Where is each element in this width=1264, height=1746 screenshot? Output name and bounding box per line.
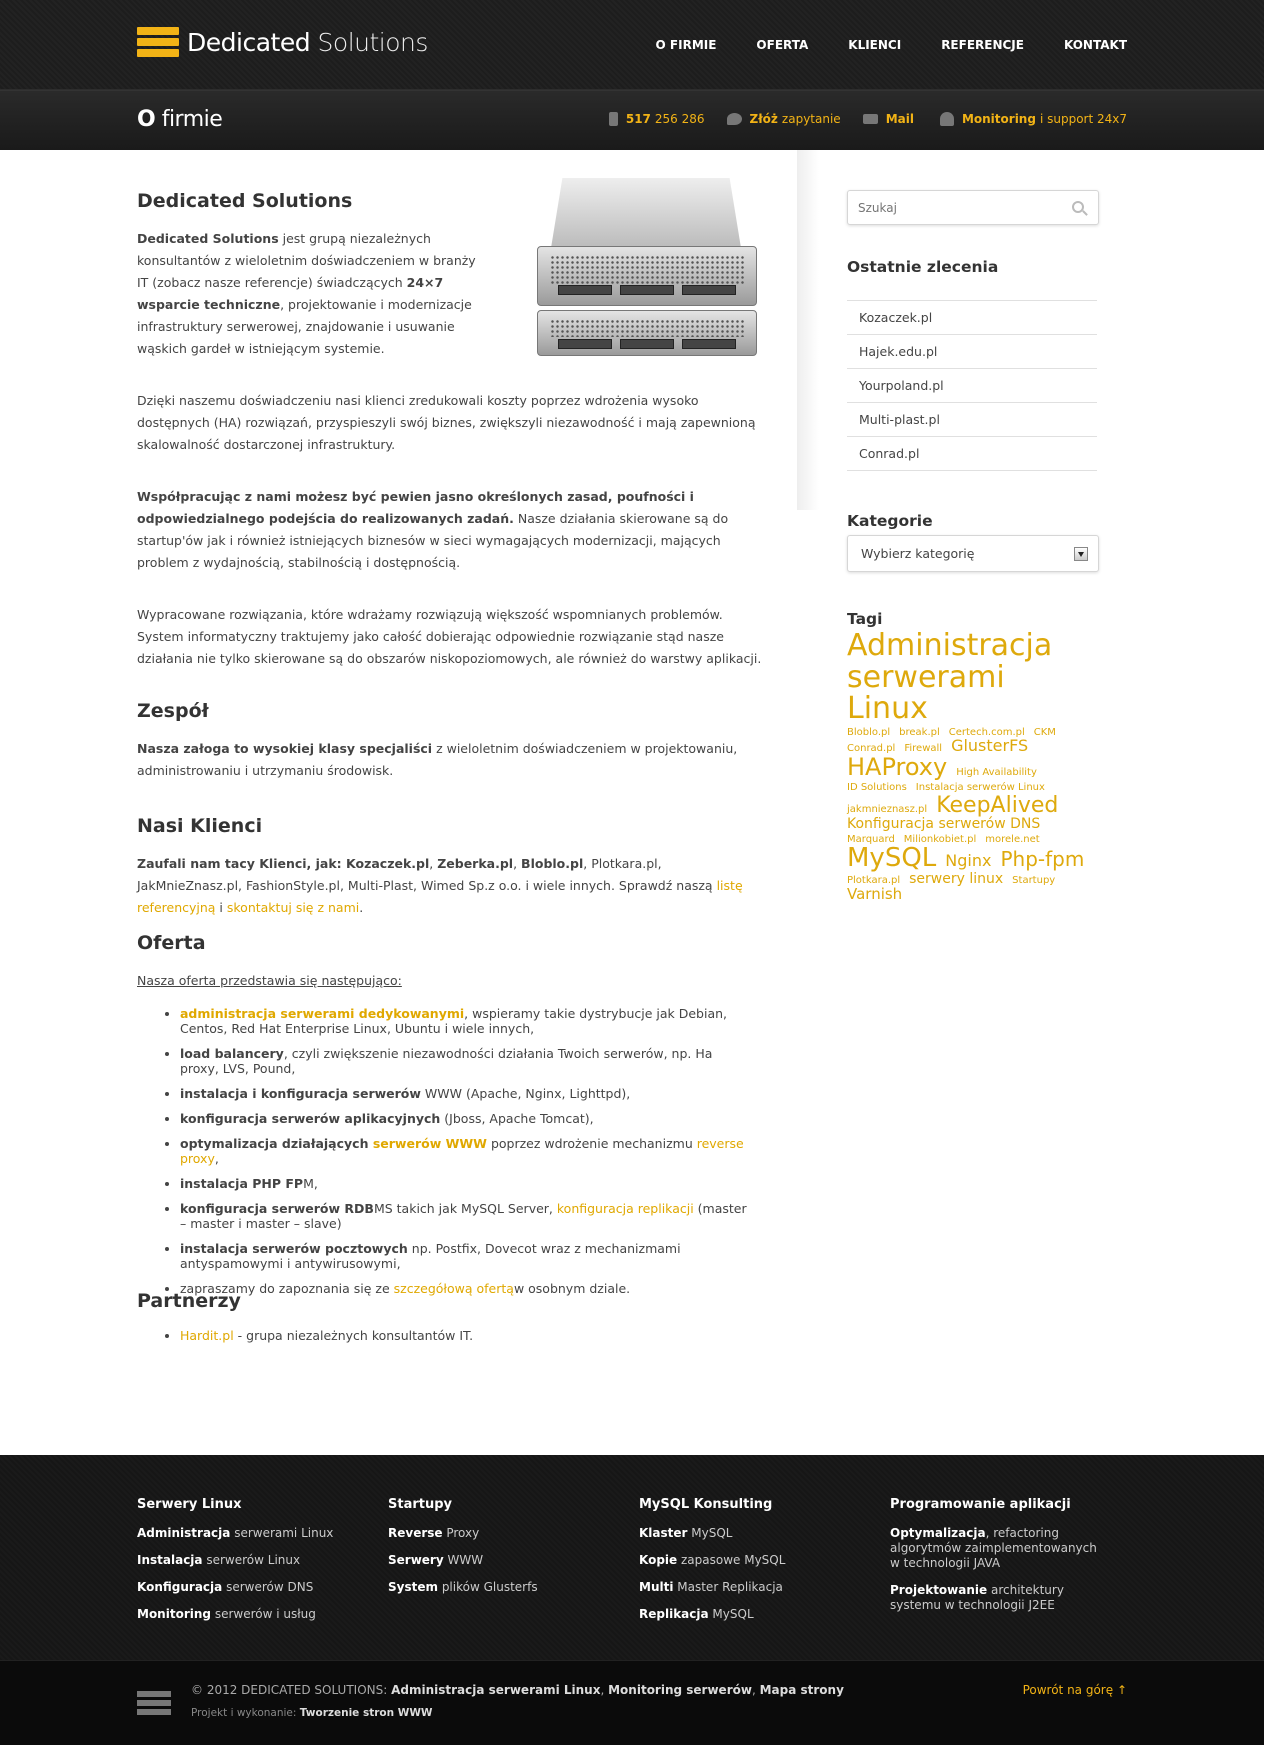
www-servers-link[interactable]: serwerów WWW [372,1136,487,1151]
offer-section [137,932,767,1306]
tag-link[interactable]: Nginx [945,851,992,871]
footer-link[interactable]: Kopie zapasowe MySQL [639,1553,786,1567]
tag-link[interactable]: CKM [1033,726,1056,738]
copyright: © 2012 DEDICATED SOLUTIONS: Administracja serwerami Linux, Monitoring serwerów, Mapa strony [191,1683,844,1697]
tag-link[interactable]: break.pl [899,726,940,738]
list-item: • instalacja PHP FPM, [180,1176,767,1191]
list-item: • administracja serwerami dedykowanymi, wspieramy takie dystrybucje jak Debian, Centos, Red Hat Enterprise Linux, Ubuntu i wiele innych, [180,1006,767,1036]
main-area [137,150,1127,1455]
footer-link[interactable]: Instalacja serwerów Linux [137,1553,301,1567]
clients-heading: Nasi Klienci [137,815,263,837]
tags-heading: Tagi [847,610,883,628]
partners-section [137,1290,767,1353]
search-box [847,190,1099,225]
site-header [0,0,1264,150]
categories-heading: Kategorie [847,512,933,530]
tag-link[interactable]: High Availability [956,766,1037,778]
replication-link[interactable]: konfiguracja replikacji [556,1201,694,1216]
tag-link[interactable]: Conrad.pl [847,743,896,755]
quote-request-link[interactable]: Złóż zapytanie [727,112,841,126]
footer-column-title: Serwery Linux [137,1497,242,1512]
top-bar [0,0,1264,90]
tag-link[interactable]: GlusterFS [951,736,1029,756]
footer-column-title: Startupy [388,1497,453,1512]
tag-link[interactable]: jakmnieznasz.pl [847,803,928,815]
category-select[interactable] [847,535,1099,572]
footer-link-sitemap[interactable]: Mapa strony [759,1683,844,1697]
hardit-link[interactable]: Hardit.pl [180,1328,234,1343]
sub-bar [0,90,1264,150]
footer-link[interactable]: Replikacja MySQL [639,1607,754,1621]
footer-link-admin[interactable]: Administracja serwerami Linux [391,1683,601,1697]
intro-section [137,190,767,360]
clients-section [137,815,767,919]
tag-link[interactable]: Administracja serwerami Linux [847,628,1053,726]
chevron-down-icon[interactable] [1074,547,1088,561]
nav-o-firmie[interactable]: O FIRMIE [655,38,717,52]
column-shadow [797,150,819,510]
intro-paragraph-4: Wypracowane rozwiązania, które wdrażamy rozwiązują większość wspomnianych problemów. System informatyczny traktujemy jako całość dobierając odpowiednie rozwiązanie stąd nasze działania nie tylko skierowane są do obszarów niskopoziomowych, ale również do warstwy aplikacji. [137,607,762,666]
clients-paragraph: Zaufali nam tacy Klienci, jak: Kozaczek.pl, Zeberka.pl, Bloblo.pl, Plotkara.pl, JakMnieZnasz.pl, FashionStyle.pl, Multi-Plast, Wimed Sp.z o.o. i wiele innych. Sprawdź naszą listę referencyjną i skontaktuj się z nami. [137,856,743,915]
references-link[interactable]: listę referencyjną [137,878,743,915]
list-item: • load balancery, czyli zwiększenie niezawodności działania Twoich serwerów, np. Ha proxy, LVS, Pound, [180,1046,767,1076]
list-item: • konfiguracja serwerów aplikacyjnych (Jboss, Apache Tomcat), [180,1111,767,1126]
list-item: • optymalizacja działających serwerów WWW poprzez wdrożenie mechanizmu reverse proxy, [180,1136,767,1166]
detailed-offer-link[interactable]: szczegółową ofertą [393,1281,514,1296]
user-icon [940,112,954,126]
intro-heading: Dedicated Solutions [137,190,353,212]
bottom-bar [0,1660,1264,1745]
mail-link[interactable]: Mail [863,112,918,126]
footer-column-title: Programowanie aplikacji [890,1497,1071,1512]
recent-orders-heading: Ostatnie zlecenia [847,258,999,276]
tag-link[interactable]: Varnish [847,885,903,904]
order-item-kozaczek[interactable]: Kozaczek.pl [847,301,1097,335]
tag-link[interactable]: Plotkara.pl [847,875,901,887]
footer-link[interactable]: Multi Master Replikacja [639,1580,783,1594]
intro-paragraph-3: Współpracując z nami możesz być pewien jasno określonych zasad, poufności i odpowiedzialnego podejścia do realizowanych zadań. Nasze działania skierowane są do startup'ów jak i również istniejących biznesów w sieci wymagających modernizacji, mających problem z wydajnością, stabilnością i dostępnością. [137,489,729,570]
tag-link[interactable]: KeepAlived [936,792,1059,818]
search-input[interactable] [858,191,1058,224]
footer-link[interactable]: System plików Glusterfs [388,1580,538,1594]
list-item: • instalacja i konfiguracja serwerów WWW (Apache, Nginx, Lighttpd), [180,1086,767,1101]
footer-link[interactable]: Administracja serwerami Linux [137,1526,334,1540]
contact-link[interactable]: skontaktuj się z nami [226,900,360,915]
order-item-yourpoland[interactable]: Yourpoland.pl [847,369,1097,403]
footer-link[interactable]: Optymalizacja, refactoring algorytmów zaimplementowanych w technologii JAVA [890,1526,1097,1570]
server-stack-footer-icon [137,1691,171,1715]
dedicated-admin-link[interactable]: administracja serwerami dedykowanymi [180,1006,465,1021]
back-to-top-link[interactable]: Powrót na górę ↑ [1022,1683,1127,1697]
tag-link[interactable]: MySQL [847,843,937,874]
partners-heading: Partnerzy [137,1290,241,1312]
logo-text: Dedicated Solutions [187,27,428,57]
tag-link[interactable]: Milionkobiet.pl [903,833,977,845]
phone-contact[interactable]: 517 256 286 [609,112,705,126]
tag-link[interactable]: ID Solutions [847,782,907,794]
footer-link[interactable]: Monitoring serwerów i usług [137,1607,316,1621]
tag-link[interactable]: Konfiguracja serwerów DNS [847,815,1041,832]
footer-column-title: MySQL Konsulting [639,1497,773,1512]
nav-klienci[interactable]: KLIENCI [848,38,902,52]
list-item: • Hardit.pl - grupa niezależnych konsultantów IT. [180,1328,767,1343]
footer [0,1455,1264,1660]
reverse-proxy-link[interactable]: reverse proxy [180,1136,744,1166]
footer-link[interactable]: Serwery WWW [388,1553,484,1567]
offer-heading: Oferta [137,932,206,954]
nav-kontakt[interactable]: KONTAKT [1063,38,1127,52]
recent-orders-list [847,300,1097,471]
nav-oferta[interactable]: OFERTA [756,38,809,52]
intro-paragraph-2: Dzięki naszemu doświadczeniu nasi klienci zredukowali koszty poprzez wdrożenia wysoko dostępnych (HA) rozwiązań, przyspieszyli swój biznes, zwiększyli niezawodność i mają zapewnioną skalowalność dostarczonej infrastruktury. [137,393,756,452]
footer-link[interactable]: Klaster MySQL [639,1526,733,1540]
mail-icon [863,114,878,124]
order-item-conrad[interactable]: Conrad.pl [847,437,1097,471]
footer-column [388,1497,608,1607]
tag-link[interactable]: Marquard [847,833,895,845]
tag-link[interactable]: Bloblo.pl [847,726,891,738]
footer-column [890,1497,1110,1625]
nav-referencje[interactable]: REFERENCJE [941,38,1024,52]
tag-link[interactable]: Certech.com.pl [948,726,1025,738]
server-stack-logo-icon [137,27,179,57]
category-selected-value: Wybierz kategorię [861,546,975,561]
tag-link[interactable]: morele.net [985,833,1040,845]
tag-link[interactable]: Php-fpm [1000,847,1085,872]
logo[interactable] [137,27,428,57]
tag-link[interactable]: HAProxy [847,752,948,781]
team-heading: Zespół [137,700,209,722]
footer-link[interactable]: Reverse Proxy [388,1526,480,1540]
list-item: • zapraszamy do zapoznania się ze szczegółową ofertąw osobnym dziale. [180,1281,767,1296]
credits: Projekt i wykonanie: Tworzenie stron WWW [191,1707,433,1719]
list-item: • konfiguracja serwerów RDBMS takich jak MySQL Server, konfiguracja replikacji (master – master i master – slave) [180,1201,767,1231]
page-title: O firmie [137,107,223,132]
footer-column [137,1497,357,1634]
tag-cloud [847,630,1097,903]
footer-link-monitoring[interactable]: Monitoring serwerów [608,1683,752,1697]
offer-list [180,1006,767,1296]
credits-link[interactable]: Tworzenie stron WWW [299,1707,433,1719]
footer-link[interactable]: Projektowanie architektury systemu w technologii J2EE [890,1583,1064,1612]
intro-paragraph-1: Dedicated Solutions jest grupą niezależnych konsultantów z wieloletnim doświadczeniem w branży IT (zobacz nasze referencje) świadczących 24×7 wsparcie techniczne, projektowanie i modernizacje infrastruktury serwerowej, znajdowanie i usuwanie wąskich gardeł w istniejącym systemie. [137,231,476,356]
team-paragraph: Nasza załoga to wysokiej klasy specjaliści z wieloletnim doświadczeniem w projektowaniu, administrowaniu i utrzymaniu środowisk. [137,741,738,778]
team-section [137,700,767,782]
main-nav [616,38,1127,52]
footer-column [639,1497,859,1634]
contact-strip [587,112,1127,126]
phone-icon [609,112,618,126]
footer-link[interactable]: Konfiguracja serwerów DNS [137,1580,314,1594]
offer-intro: Nasza oferta przedstawia się następująco: [137,973,402,988]
order-item-multi-plast[interactable]: Multi-plast.pl [847,403,1097,437]
tag-link[interactable]: Firewall [904,743,943,755]
partners-list [180,1328,767,1343]
list-item: • instalacja serwerów pocztowych np. Postfix, Dovecot wraz z mechanizmami antyspamowymi i antywirusowymi, [180,1241,767,1271]
search-icon[interactable] [1072,201,1084,213]
monitoring-link[interactable]: Monitoring i support 24x7 [940,112,1127,126]
tag-link[interactable]: serwery linux [909,871,1004,888]
order-item-hajek[interactable]: Hajek.edu.pl [847,335,1097,369]
tag-link[interactable]: Instalacja serwerów Linux [915,782,1045,794]
tag-link[interactable]: Startupy [1012,875,1056,887]
chat-bubble-icon [727,113,742,125]
